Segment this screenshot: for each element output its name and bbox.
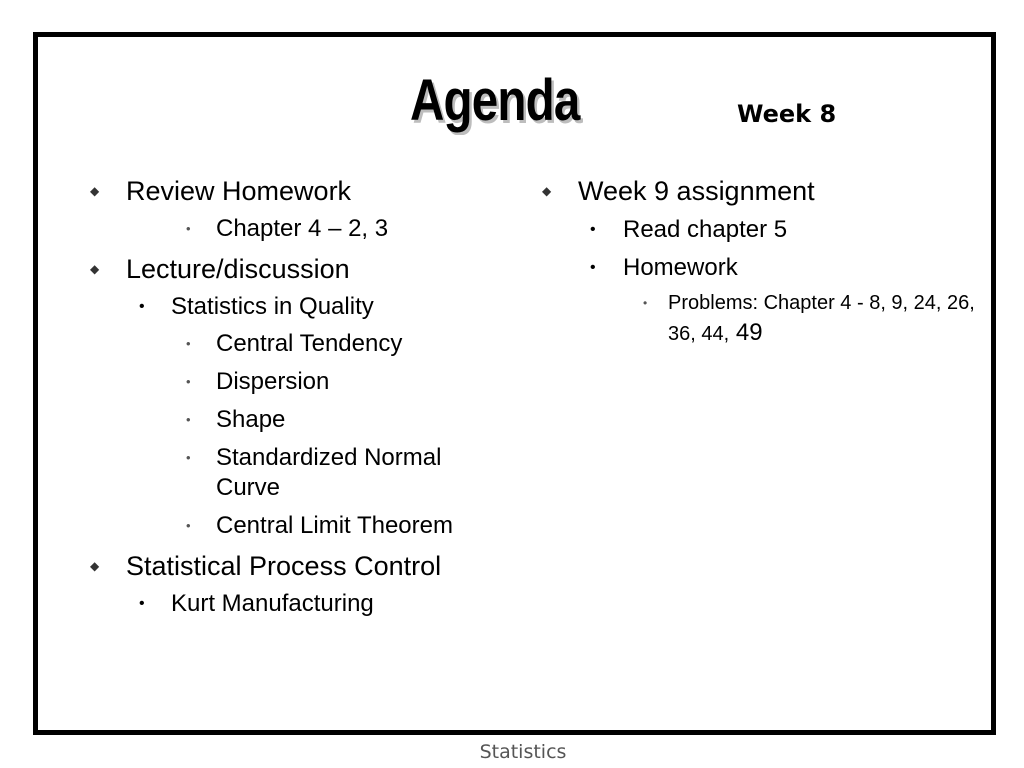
bullet-dispersion: • Dispersion	[88, 363, 508, 401]
problems-tail-text: 49	[729, 319, 763, 346]
bullet-statistical-process-control: ◆ Statistical Process Control	[88, 547, 508, 585]
bullet-standardized-normal-curve	[88, 439, 476, 507]
bullet-central-tendency: • Central Tendency	[88, 325, 508, 363]
bullet-homework: • Homework	[540, 249, 980, 286]
bullet-statistics-in-quality: • Statistics in Quality	[88, 289, 508, 325]
slide-title: Agenda	[410, 68, 580, 133]
bullet-shape: • Shape	[88, 401, 508, 439]
bullet-lecture-discussion: ◆ Lecture/discussion	[88, 250, 508, 288]
left-column	[88, 172, 508, 622]
slide-subtitle: Week 8	[737, 100, 837, 128]
bullet-central-limit-theorem: • Central Limit Theorem	[88, 507, 508, 545]
bullet-chapter-4: • Chapter 4 – 2, 3	[88, 210, 508, 248]
slide-footer: Statistics	[479, 741, 567, 763]
standardized-normal-curve-text: Standardized Normal Curve	[216, 444, 442, 501]
bullet-read-chapter-5: • Read chapter 5	[540, 211, 980, 248]
problems-text: Problems: Chapter 4 - 8, 9, 24, 26, 36, 44,	[668, 292, 975, 345]
bullet-review-homework: ◆ Review Homework	[88, 172, 508, 210]
bullet-problems	[540, 288, 980, 349]
bullet-week-9-assignment: ◆ Week 9 assignment	[540, 172, 980, 210]
right-column	[540, 172, 980, 349]
bullet-kurt-manufacturing: • Kurt Manufacturing	[88, 586, 508, 622]
